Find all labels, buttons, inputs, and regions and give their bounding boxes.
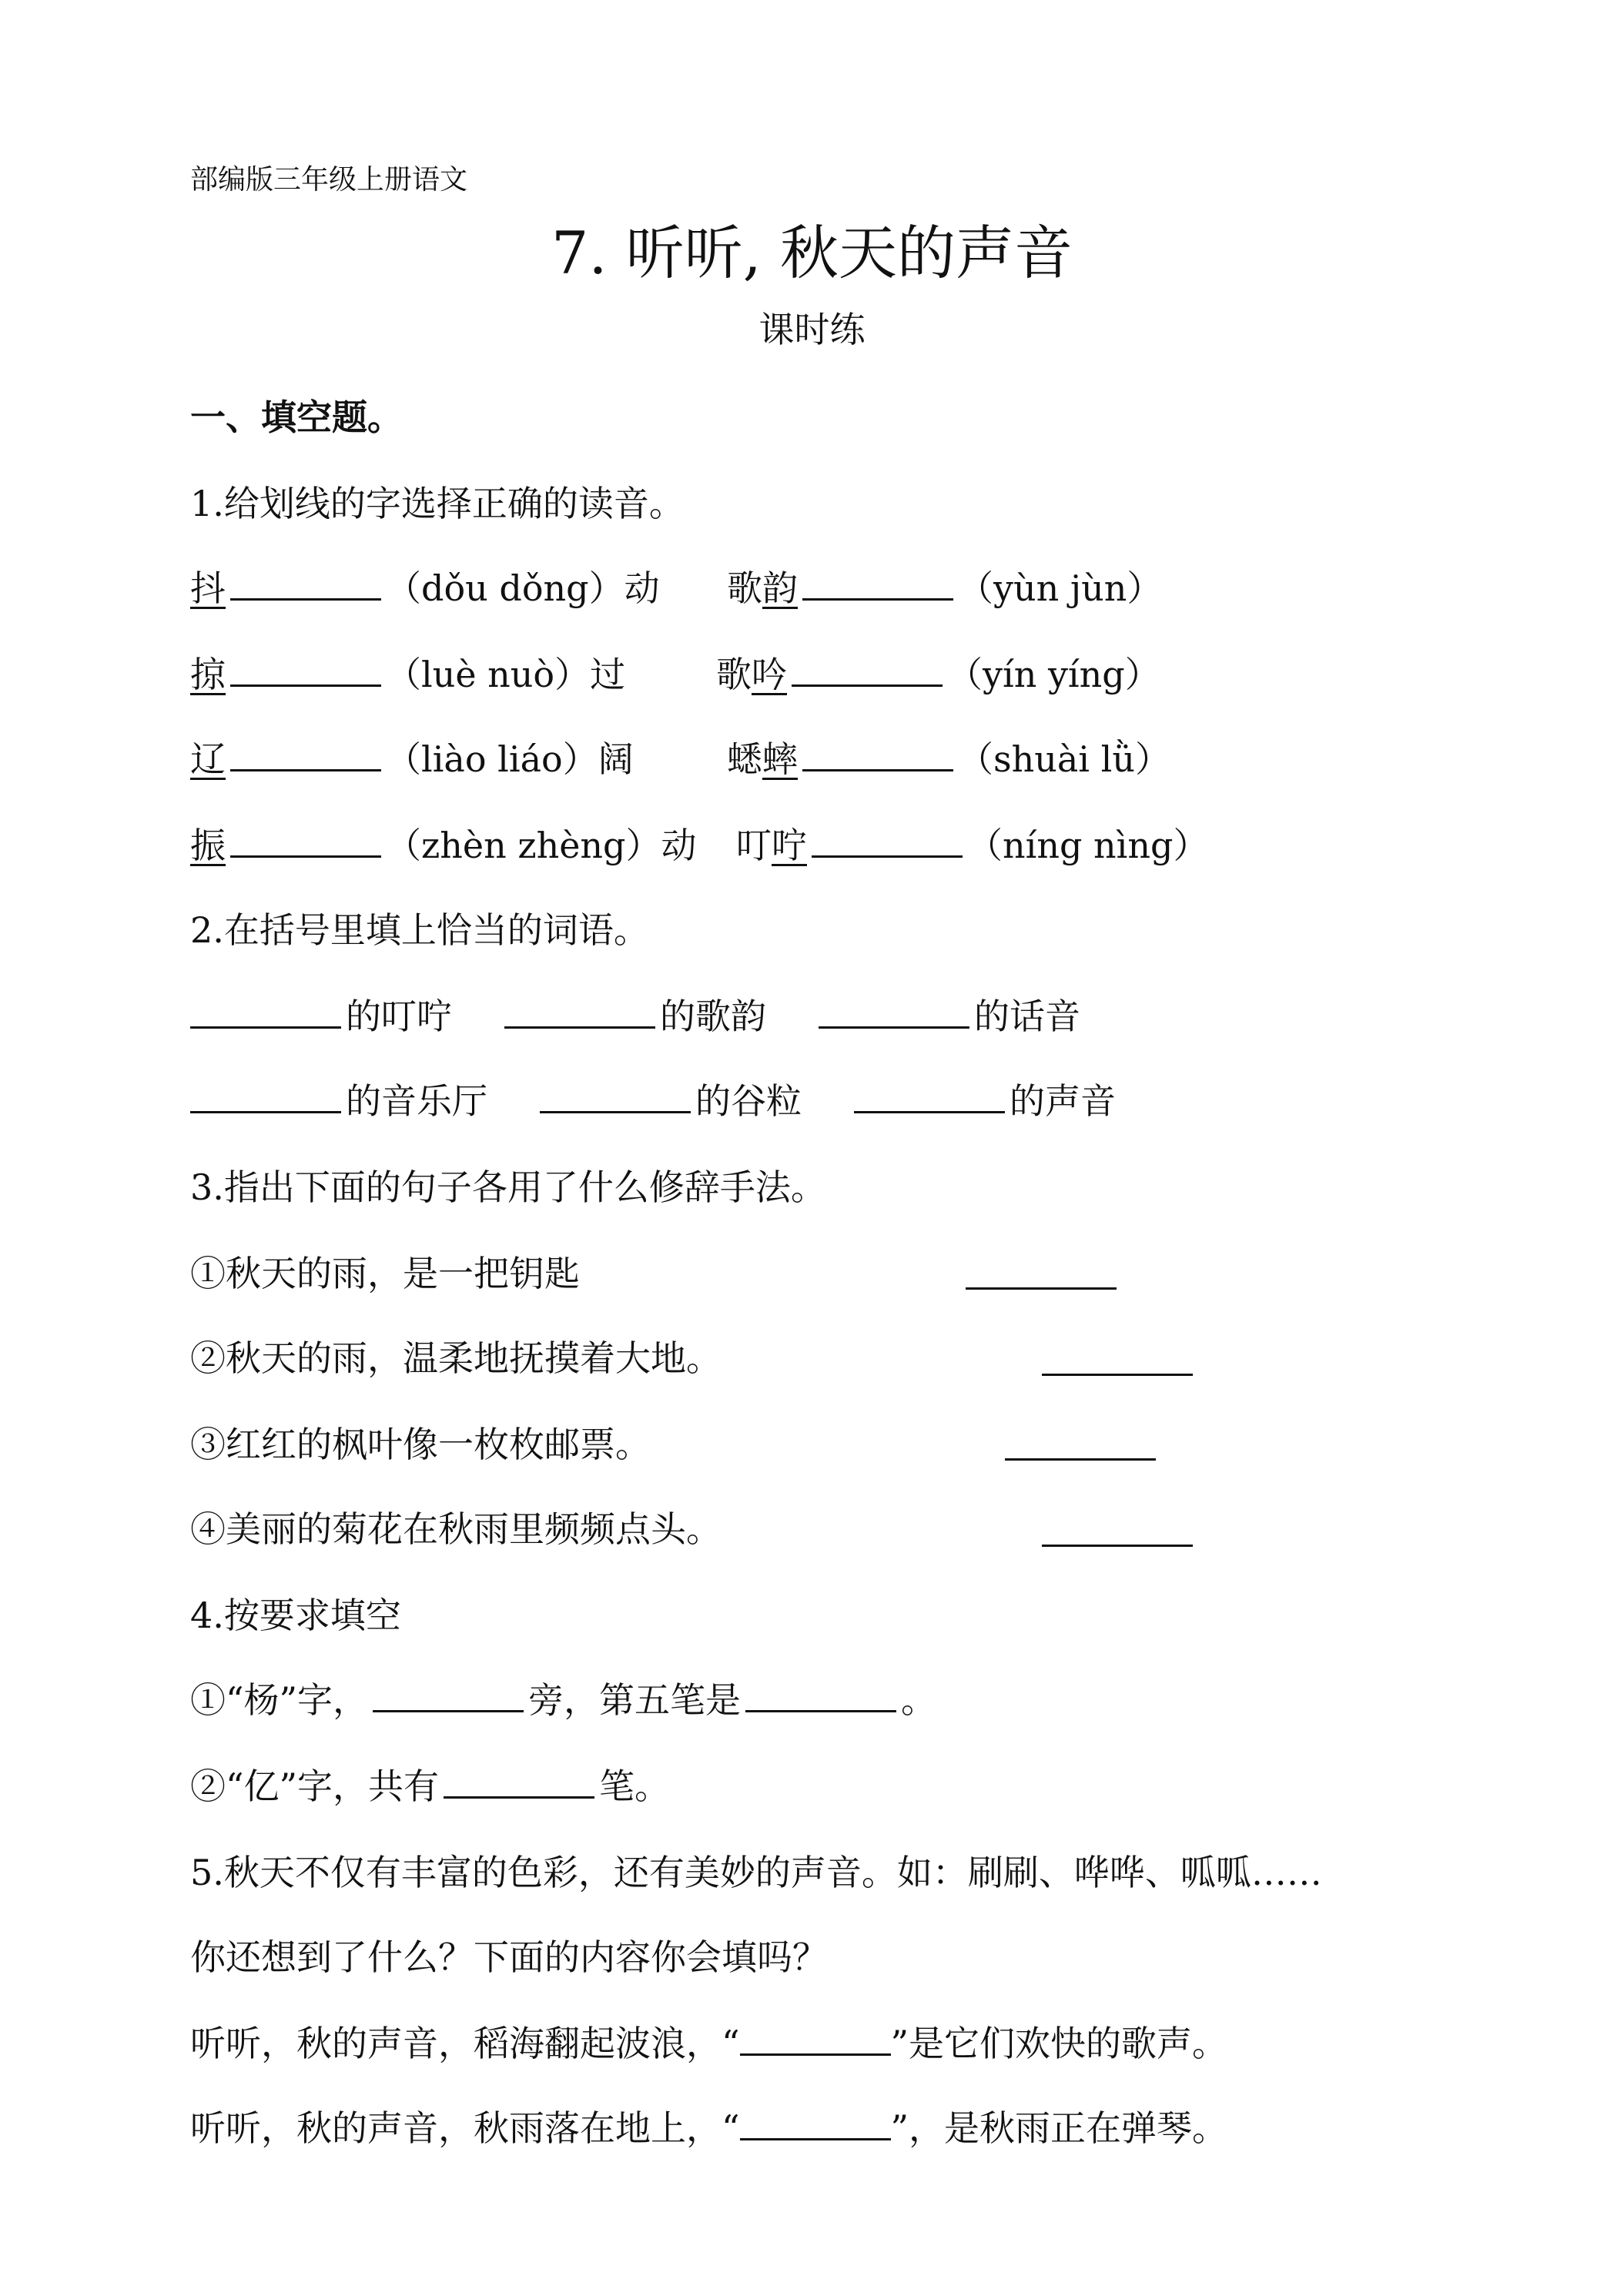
word-prefix: 叮 [736,825,772,866]
q4-text: 笔。 [599,1766,671,1807]
pinyin-options: （shuài lǜ） [958,738,1170,780]
q1-row-4-right [736,818,1208,869]
answer-blank[interactable] [819,996,969,1029]
q2-phrase: 的歌韵 [660,996,766,1037]
answer-blank[interactable] [792,654,943,687]
q5-prompt-line-1: 5.秋天不仅有丰富的色彩，还有美妙的声音。如：刷刷、哗哗、呱呱…… [190,1852,1322,1893]
q5-line-2 [190,2100,1227,2151]
underlined-char: 吟 [752,654,787,695]
q2-phrase: 的声音 [1010,1080,1116,1122]
q3-item-2: ②秋天的雨，温柔地抚摸着大地。 [190,1337,722,1379]
q1-row-3-left [190,731,634,782]
word-prefix: 歌 [727,567,762,609]
q1-row-2-left [190,647,625,698]
underlined-char: 振 [190,825,226,866]
q1-row-2-right [716,647,1160,698]
answer-blank[interactable] [373,1679,524,1712]
underlined-char: 韵 [762,567,798,609]
answer-blank[interactable] [230,567,381,601]
page-subtitle: 课时练 [758,309,866,350]
answer-blank[interactable] [1042,1545,1193,1547]
answer-blank[interactable] [966,1287,1117,1290]
q4-prompt: 4.按要求填空 [190,1595,401,1636]
answer-blank[interactable] [190,1080,341,1113]
underlined-char: 辽 [190,738,226,780]
word-suffix: 过 [590,654,626,695]
word-suffix: 动 [661,825,697,866]
q1-row-3-right [727,731,1170,782]
q4-text: ②“亿”字，共有 [190,1766,440,1807]
word-prefix: 蟋 [727,738,762,780]
q2-row-2 [190,1073,1116,1124]
answer-blank[interactable] [540,1080,691,1113]
q3-item-3: ③红红的枫叶像一枚枚邮票。 [190,1424,651,1465]
pinyin-options: （zhèn zhèng） [386,825,661,866]
edition-label: 部编版三年级上册语文 [190,164,468,196]
q4-item-1 [190,1672,936,1723]
underlined-char: 掠 [190,654,226,695]
answer-blank[interactable] [504,996,655,1029]
answer-blank[interactable] [444,1766,594,1799]
answer-blank[interactable] [740,2023,891,2056]
q5-text: ”，是秋雨正在弹琴。 [890,2107,1228,2149]
q2-phrase: 的叮咛 [346,996,452,1037]
pinyin-options: （luè nuò） [386,654,591,695]
q1-prompt: 1.给划线的字选择正确的读音。 [190,483,685,524]
underlined-char: 蟀 [762,738,798,780]
pinyin-options: （liào liáo） [386,738,598,780]
word-prefix: 歌 [716,654,752,695]
answer-blank[interactable] [802,567,953,601]
q4-item-2 [190,1759,670,1809]
q3-item-1: ①秋天的雨，是一把钥匙 [190,1253,580,1294]
answer-blank[interactable] [812,825,963,858]
answer-blank[interactable] [230,654,381,687]
q5-text: 听听，秋的声音，秋雨落在地上，“ [190,2107,740,2149]
q4-text: 。 [901,1679,937,1721]
q2-phrase: 的谷粒 [695,1080,802,1122]
q5-text: ”是它们欢快的歌声。 [890,2023,1228,2064]
underlined-char: 抖 [190,567,226,609]
q1-row-1-right [727,561,1162,611]
q5-line-1 [190,2016,1227,2067]
q2-row-1 [190,989,1080,1039]
answer-blank[interactable] [190,996,341,1029]
underlined-char: 咛 [772,825,807,866]
q5-text: 听听，秋的声音，稻海翻起波浪，“ [190,2023,740,2064]
pinyin-options: （níng nìng） [967,825,1209,866]
answer-blank[interactable] [1005,1458,1156,1461]
section-heading: 一、填空题。 [190,397,403,438]
q2-phrase: 的音乐厅 [346,1080,487,1122]
answer-blank[interactable] [1042,1374,1193,1376]
q1-row-4-left [190,818,697,869]
word-suffix: 阔 [598,738,634,780]
answer-blank[interactable] [854,1080,1005,1113]
answer-blank[interactable] [230,738,381,771]
pinyin-options: （yín yíng） [947,654,1160,695]
answer-blank[interactable] [745,1679,896,1712]
answer-blank[interactable] [230,825,381,858]
q1-row-1-left [190,561,660,611]
pinyin-options: （dǒu dǒng） [386,567,624,609]
q3-prompt: 3.指出下面的句子各用了什么修辞手法。 [190,1166,826,1208]
answer-blank[interactable] [802,738,953,771]
q2-phrase: 的话音 [974,996,1080,1037]
pinyin-options: （yùn jùn） [958,567,1163,609]
q4-text: 旁，第五笔是 [528,1679,742,1721]
word-suffix: 动 [624,567,660,609]
answer-blank[interactable] [740,2107,891,2140]
q5-prompt-line-2: 你还想到了什么？下面的内容你会填吗？ [190,1936,828,1978]
q3-item-4: ④美丽的菊花在秋雨里频频点头。 [190,1508,722,1550]
q2-prompt: 2.在括号里填上恰当的词语。 [190,909,649,951]
page-title: 7. 听听, 秋天的声音 [551,219,1073,287]
q4-text: ①“杨”字， [190,1679,369,1721]
